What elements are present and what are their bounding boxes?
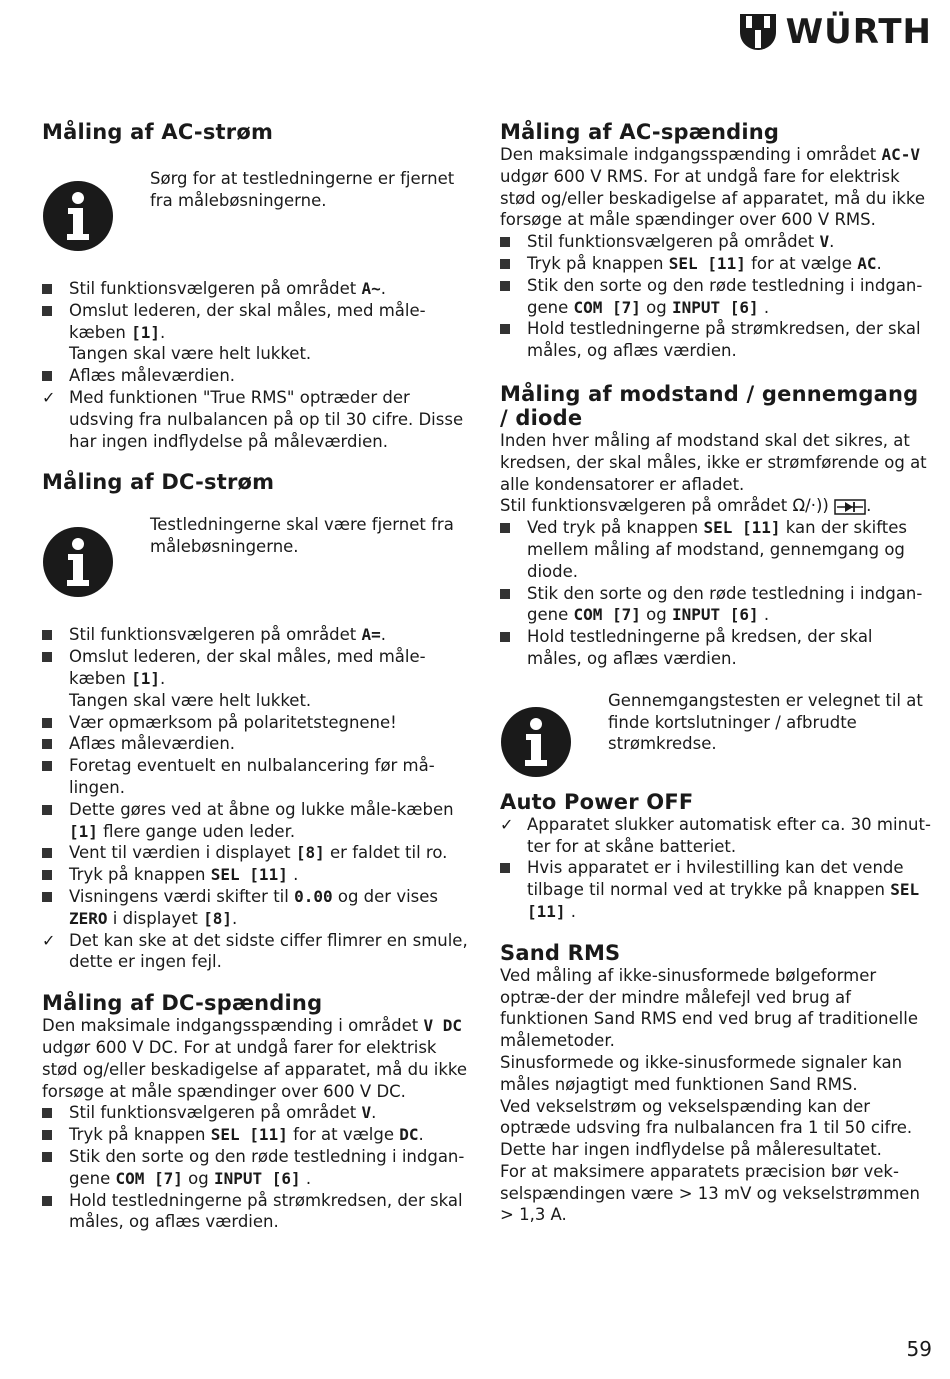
list-item: Stik den sorte og den røde testledning i indgan-gene COM [7] og INPUT [6] . [42,1146,472,1190]
info-text: Testledningerne skal være fjernet fra målebøsningerne. [150,515,454,557]
section-true-rms [500,941,932,1227]
section-resistance [500,382,932,778]
list-item: Tryk på knappen SEL [11] . [42,864,472,886]
info-icon [42,180,114,252]
list-item: Hold testledningerne på strømkredsen, der skal måles, og aflæs værdien. [42,1190,472,1234]
section-ac-current [42,120,472,452]
info-icon [42,526,114,598]
page-number: 59 [906,1337,932,1361]
list-item: Visningens værdi skifter til 0.00 og der vises ZERO i displayet [8]. [42,886,472,930]
list-item: Omslut lederen, der skal måles, med måle-kæben [1]. Tangen skal være helt lukket. [42,300,472,365]
list-item: Dette gøres ved at åbne og lukke måle-kæben [1] flere gange uden leder. [42,799,472,843]
intro-text: Den maksimale indgangsspænding i området V DC udgør 600 V DC. For at undgå farer for elektrisk stød og/eller beskadigelse af apparatet, må du ikke forsøge at måle spændinger over 600 V DC. [42,1016,468,1101]
paragraph: Ved måling af ikke-sinusformede bølgeformer optræ-der der mindre målefejl ved brug af funktionen Sand RMS end ved brug af traditionelle målemetoder. [500,965,918,1051]
list-item: Hvis apparatet er i hvilestilling kan det vende tilbage til normal ved at trykke på knappen SEL [11] . [500,857,932,922]
section-title: Måling af modstand / gennemgang / diode [500,381,919,430]
paragraph: Ved vekselstrøm og vekselspænding kan der optræde udsving fra nulbalancen fra 1 til 50 cifre. Dette har ingen indflydelse på måleresultatet. [500,1096,913,1160]
list-item: ✓ Apparatet slukker automatisk efter ca. 30 minut-ter for at skåne batteriet. [500,814,931,856]
info-note [500,690,932,778]
wurth-emblem-icon [738,12,778,52]
list-item: Hold testledningerne på kredsen, der skal måles, og aflæs værdien. [500,626,932,670]
diode-icon [834,499,866,515]
checkmark-icon: ✓ [42,387,56,407]
list-item: Vær opmærksom på polaritetstegnene! [42,712,472,734]
list-item: Foretag eventuelt en nulbalancering før må-lingen. [42,755,472,799]
checkmark-icon: ✓ [42,930,56,950]
right-column [500,120,932,1226]
checkmark-icon: ✓ [500,814,514,834]
section-ac-voltage [500,120,932,362]
step-list [500,517,932,670]
step-list [500,231,932,362]
list-item: Hold testledningerne på strømkredsen, der skal måles, og aflæs værdien. [500,318,932,362]
list-item: Aflæs måleværdien. [42,733,472,755]
info-text: Gennemgangstesten er velegnet til at finde kortslutninger / afbrudte strømkredse. [608,690,923,754]
section-title: Sand RMS [500,940,621,965]
step-list [42,278,472,452]
section-title: Måling af AC-strøm [42,120,274,144]
section-dc-current [42,470,472,973]
list-item: Stil funktionsvælgeren på området V. [500,231,932,253]
list-item: Stil funktionsvælgeren på området A=. [42,624,472,646]
list-item: Aflæs måleværdien. [42,365,472,387]
list-item: Stik den sorte og den røde testledning i indgan-gene COM [7] og INPUT [6] . [500,583,932,627]
section-title: Måling af DC-strøm [42,470,275,495]
list-item: Omslut lederen, der skal måles, med måle-kæben [1]. Tangen skal være helt lukket. [42,646,472,711]
paragraph: For at maksimere apparatets præcision bør vek-selspændingen være > 13 mV og vekselstrømmen > 1,3 A. [500,1161,920,1225]
paragraph: Sinusformede og ikke-sinusformede signaler kan måles nøjagtigt med funktionen Sand RMS. [500,1052,903,1094]
section-title: Måling af DC-spænding [42,991,323,1016]
section-title: Måling af AC-spænding [500,120,780,144]
list-item: ✓ Med funktionen "True RMS" optræder der udsving fra nulbalancen på op til 30 cifre. Disse har ingen indflydelse på måleværdien. [42,387,464,451]
section-dc-voltage [42,991,472,1233]
list-item: Stil funktionsvælgeren på området V. [42,1102,472,1124]
intro-text-2: Stil funktionsvælgeren på området Ω/·)) . [500,496,872,516]
ohm-continuity-symbol: Ω/·)) [792,496,829,516]
info-text: Sørg for at testledningerne er fjernet fra målebøsningerne. [150,169,455,210]
step-list [42,624,472,973]
step-list [42,1102,472,1233]
step-list [500,814,932,923]
list-item: Tryk på knappen SEL [11] for at vælge AC. [500,253,932,275]
left-column [42,120,472,1233]
list-item: Vent til værdien i displayet [8] er faldet til ro. [42,842,472,864]
intro-text: Inden hver måling af modstand skal det sikres, at kredsen, der skal måles, ikke er strømførende og at alle kondensatorer er afladet. [500,430,927,494]
info-icon [500,706,572,778]
list-item: Ved tryk på knappen SEL [11] kan der skiftes mellem måling af modstand, gennemgang og diode. [500,517,932,582]
list-item: Stil funktionsvælgeren på området A~. [42,278,472,300]
section-auto-power-off [500,790,932,923]
info-note [42,168,472,252]
wurth-logo [738,12,932,52]
list-item: ✓ Det kan ske at det sidste ciffer flimrer en smule, dette er ingen fejl. [42,930,468,972]
list-item: Stik den sorte og den røde testledning i indgan-gene COM [7] og INPUT [6] . [500,275,932,319]
intro-text: Den maksimale indgangsspænding i området AC-V udgør 600 V RMS. For at undgå fare for elektrisk stød og/eller beskadigelse af apparatet, må du ikke forsøge at måle spændinger over 600 V RMS. [500,145,926,230]
brand-name: WÜRTH [785,12,932,52]
info-note [42,514,472,598]
list-item: Tryk på knappen SEL [11] for at vælge DC. [42,1124,472,1146]
section-title: Auto Power OFF [500,789,694,814]
